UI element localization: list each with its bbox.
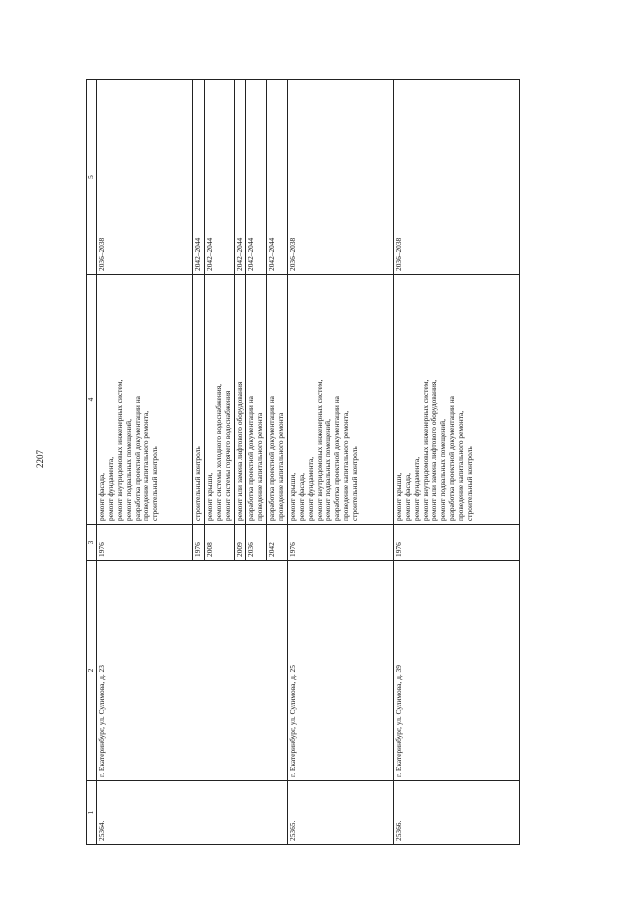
- work-item: ремонт подвальных помещений,: [438, 419, 448, 521]
- work-item: разработка проектной документации на: [132, 396, 142, 521]
- works-cell: [393, 275, 519, 525]
- work-item: ремонт подвальных помещений,: [123, 419, 133, 521]
- work-item: ремонт подвальных помещений,: [323, 419, 333, 521]
- rotated-table-wrapper: [86, 80, 518, 845]
- row-number: 25365.: [287, 781, 393, 845]
- work-item: ремонт системы горячего водоснабжения: [222, 390, 232, 521]
- year-cell: 2042: [267, 525, 288, 561]
- work-item: разработка проектной документации на: [447, 396, 457, 521]
- header-col-1: 1: [87, 781, 97, 845]
- work-item: ремонт фундамента,: [305, 456, 315, 521]
- work-item: ремонт фасада,: [97, 473, 106, 521]
- year-cell: 1976: [193, 525, 205, 561]
- period-cell: 2036–2038: [287, 80, 393, 275]
- work-item: строительный контроль: [464, 446, 474, 521]
- work-item: ремонт фасада,: [296, 473, 306, 521]
- address-cell: г. Екатеринбург, ул. Сулимова, д. 23: [97, 561, 288, 781]
- period-cell: 2042–2044: [267, 80, 288, 275]
- work-item: строительный контроль: [193, 446, 202, 521]
- work-item: разработка проектной документации на: [332, 396, 342, 521]
- period-cell: 2036–2038: [393, 80, 519, 275]
- work-item: ремонт или замена лифтового оборудования,: [429, 379, 439, 521]
- work-item: ремонт внутридомовых инженерных систем,: [420, 379, 430, 521]
- work-item: проведение капитального ремонта: [255, 412, 265, 521]
- works-cell: [193, 275, 205, 525]
- year-cell: 2008: [204, 525, 234, 561]
- work-item: проведение капитального ремонта,: [141, 410, 151, 521]
- address-cell: г. Екатеринбург, ул. Сулимова, д. 39: [393, 561, 519, 781]
- year-cell: 1976: [393, 525, 519, 561]
- works-cell: [234, 275, 246, 525]
- period-cell: 2036–2038: [97, 80, 193, 275]
- table-row: [287, 80, 393, 845]
- work-item: ремонт крыши,: [204, 472, 214, 521]
- table-row: [97, 80, 193, 845]
- year-cell: 1976: [97, 525, 193, 561]
- header-col-4: 4: [87, 275, 97, 525]
- header-col-3: 3: [87, 525, 97, 561]
- work-item: строительный контроль: [150, 446, 160, 521]
- work-item: ремонт крыши,: [393, 472, 403, 521]
- work-item: ремонт фасада,: [402, 473, 412, 521]
- work-item: разработка проектной документации на: [246, 396, 256, 521]
- year-cell: 2036: [246, 525, 267, 561]
- work-item: проведение капитального ремонта: [276, 412, 285, 521]
- work-item: проведение капитального ремонта,: [341, 410, 351, 521]
- work-item: разработка проектной документации на: [267, 396, 277, 521]
- period-cell: 2042–2044: [204, 80, 234, 275]
- work-item: ремонт фундамента,: [411, 456, 421, 521]
- period-cell: 2042–2044: [193, 80, 205, 275]
- works-cell: [204, 275, 234, 525]
- repair-schedule-table: [86, 79, 520, 845]
- row-number: 25366.: [393, 781, 519, 845]
- header-col-5: 5: [87, 80, 97, 275]
- work-item: ремонт фундамента,: [105, 456, 115, 521]
- period-cell: 2042–2044: [246, 80, 267, 275]
- works-cell: [267, 275, 288, 525]
- table-row: [393, 80, 519, 845]
- year-cell: 1976: [287, 525, 393, 561]
- header-col-2: 2: [87, 561, 97, 781]
- work-item: строительный контроль: [350, 446, 359, 521]
- work-item: ремонт крыши,: [287, 472, 297, 521]
- page-number: 2207: [35, 450, 45, 468]
- work-item: ремонт или замена лифтового оборудования: [234, 381, 244, 521]
- works-cell: [287, 275, 393, 525]
- work-item: ремонт внутридомовых инженерных систем,: [114, 379, 124, 521]
- work-item: ремонт внутридомовых инженерных систем,: [314, 379, 324, 521]
- works-cell: [97, 275, 193, 525]
- works-cell: [246, 275, 267, 525]
- work-item: ремонт системы холодного водоснабжения,: [213, 384, 223, 521]
- address-cell: г. Екатеринбург, ул. Сулимова, д. 25: [287, 561, 393, 781]
- header-row: [87, 80, 97, 845]
- work-item: проведение капитального ремонта,: [456, 410, 465, 521]
- row-number: 25364.: [97, 781, 288, 845]
- period-cell: 2042–2044: [234, 80, 246, 275]
- year-cell: 2009: [234, 525, 246, 561]
